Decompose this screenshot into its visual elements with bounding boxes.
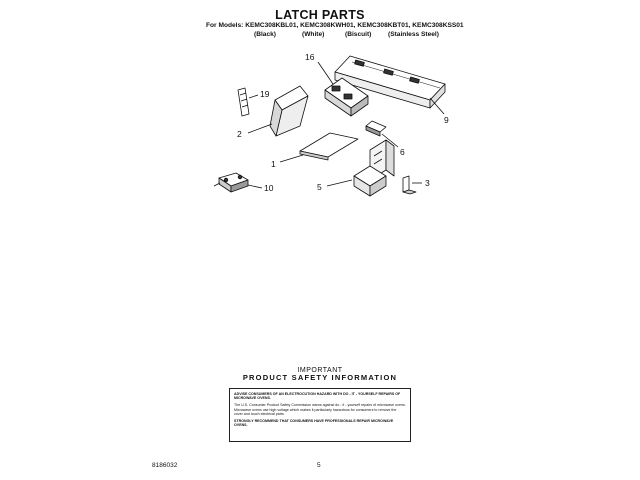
part-3-clip <box>403 176 422 194</box>
notice-heading-important: IMPORTANT <box>297 367 343 374</box>
part-1-flat-plate <box>280 133 358 162</box>
callout-10: 10 <box>264 183 274 193</box>
notice-paragraph-3: STRONGLY RECOMMEND THAT CONSUMERS HAVE PROFESSIONALS REPAIR MICROWAVE OVENS. <box>234 419 394 428</box>
callout-5: 5 <box>317 182 322 192</box>
callout-9: 9 <box>444 115 449 125</box>
part-10-interlock-switch <box>214 173 262 192</box>
variant-black: (Black) <box>254 31 276 38</box>
variant-biscuit: (Biscuit) <box>345 31 372 38</box>
safety-notice-heading <box>228 367 412 382</box>
notice-paragraph-1: ADVISE CONSUMERS OF AN ELECTROCUTION HAZARD WITH DO - IT - YOURSELF REPAIRS OF MICROWAVE OVENS. <box>234 392 401 401</box>
part-19-latch-key <box>238 88 258 116</box>
notice-heading-product-safety: PRODUCT SAFETY INFORMATION <box>242 373 398 382</box>
callout-6: 6 <box>400 147 405 157</box>
safety-notice-box <box>229 388 411 442</box>
footer-part-number: 8186032 <box>152 462 178 469</box>
callout-1: 1 <box>271 159 276 169</box>
part-2-lever <box>248 86 308 136</box>
callout-3: 3 <box>425 178 430 188</box>
page-title: LATCH PARTS <box>275 8 365 22</box>
notice-paragraph-2: The U.S. Consumer Product Safety Commission warns against do - it - yourself repairs of microwave ovens. Microwave ovens use high voltage which makes it particularly hazardous for consumers to remove the cover and touch electrical parts. <box>234 403 406 416</box>
models-line: For Models: KEMC308KBL01, KEMC308KWH01, KEMC308KBT01, KEMC308KSS01 <box>206 22 464 29</box>
variant-stainless-steel: (Stainless Steel) <box>388 31 439 38</box>
callout-19: 19 <box>260 89 270 99</box>
variant-white: (White) <box>302 31 325 38</box>
footer-page-number: 5 <box>317 462 321 469</box>
callout-16: 16 <box>305 52 315 62</box>
callout-2: 2 <box>237 129 242 139</box>
